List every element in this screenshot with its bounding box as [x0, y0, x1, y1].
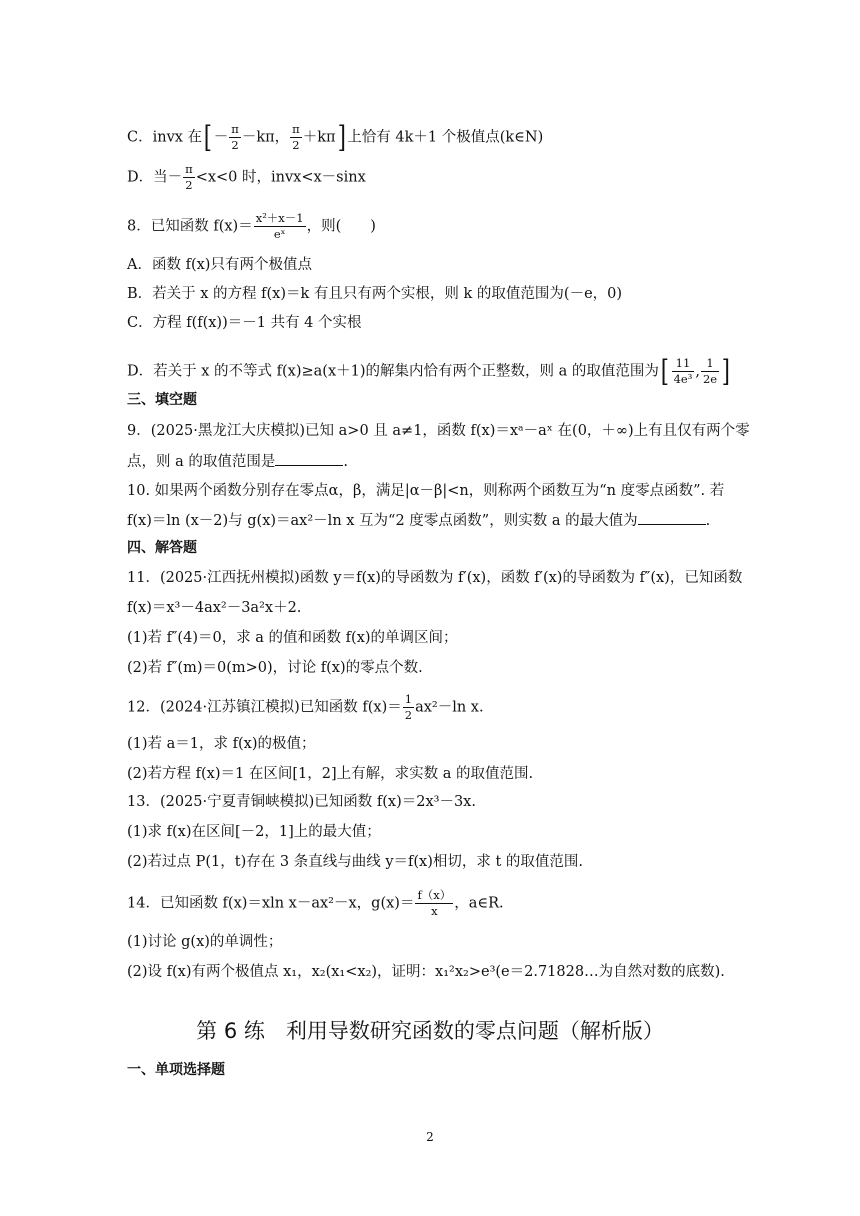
question-13-part-1: (1)求 f(x)在区间[－2，1]上的最大值； [127, 824, 381, 840]
fraction: $\frac{1}{2e}$ [702, 356, 718, 386]
question-13-stem: 13．(2025·宁夏青铜峡模拟)已知函数 f(x)＝2x³－3x. [127, 794, 476, 810]
question-14-stem: 14．已知函数 f(x)＝xln x－ax²－x，g(x)＝ $\frac{f(x)}{x}$ ，a∈R. [127, 888, 504, 918]
question-8-option-b: B．若关于 x 的方程 f(x)＝k 有且只有两个实根，则 k 的取值范围为(－e，0) [127, 286, 623, 302]
page-title: 第 6 练 利用导数研究函数的零点问题（解析版） [196, 1019, 664, 1043]
page-number: 2 [426, 1130, 434, 1144]
question-11-line-2: f(x)＝x³－4ax²－3a²x＋2. [127, 600, 302, 616]
question-8-option-a: A．函数 f(x)只有两个极值点 [127, 257, 312, 273]
question-8-option-d: D．若关于 x 的不等式 f(x)≥a(x＋1)的解集内恰有两个正整数，则 a 的取值范围为[ $\frac{11}{\text{4e³}}$ , $\frac{1}{2e}$ ] [127, 353, 731, 389]
answer-blank [638, 510, 706, 525]
option-c-text: C．invx 在 [127, 129, 203, 146]
section-heading-fill-in: 三、填空题 [127, 392, 197, 408]
right-bracket: ] [337, 119, 346, 155]
fraction: $\frac{\pi}{2}$ [292, 122, 300, 152]
question-8-stem: 8．已知函数 f(x)＝ $\frac{\text{x²＋x－1}}{\text{eˣ}}$ ，则( ) [127, 211, 376, 241]
answer-blank [275, 451, 343, 466]
fraction: $\frac{\text{x²＋x－1}}{\text{eˣ}}$ [255, 211, 304, 241]
question-14-part-1: (1)讨论 g(x)的单调性； [127, 934, 283, 950]
left-bracket: [ [660, 353, 669, 389]
question-8-option-c: C．方程 f(f(x))＝－1 共有 4 个实根 [127, 315, 362, 331]
question-9-line-2: 点，则 a 的取值范围是 . [127, 451, 348, 472]
fraction: $\frac{11}{\text{4e³}}$ [673, 356, 693, 386]
fraction: $\frac{f(x)}{x}$ [417, 888, 452, 918]
section-heading-solution: 四、解答题 [127, 540, 197, 556]
question-11-part-1: (1)若 f″(4)＝0，求 a 的值和函数 f(x)的单调区间； [127, 630, 458, 646]
right-bracket: ] [721, 353, 731, 389]
option-d: D．当－ $\frac{\pi}{2}$ <x<0 时，invx<x－sinx [127, 162, 366, 192]
question-11-part-2: (2)若 f″(m)＝0(m>0)，讨论 f(x)的零点个数. [127, 660, 423, 676]
fraction: $\frac{1}{2}$ [404, 692, 413, 722]
fraction: $\frac{\pi}{2}$ [185, 162, 193, 192]
question-10-line-2: f(x)＝ln (x－2)与 g(x)＝ax²－ln x 互为“2 度零点函数”，则实数 a 的最大值为 . [127, 510, 710, 531]
question-12-stem: 12．(2024·江苏镇江模拟)已知函数 f(x)＝ $\frac{1}{2}$ ax²－ln x. [127, 692, 484, 722]
question-12-part-1: (1)若 a＝1，求 f(x)的极值； [127, 736, 316, 752]
question-12-part-2: (2)若方程 f(x)＝1 在区间[1，2]上有解，求实数 a 的取值范围. [127, 766, 534, 782]
question-10-line-1: 10. 如果两个函数分别存在零点α，β，满足|α－β|<n，则称两个函数互为“n 度零点函数”. 若 [127, 483, 725, 499]
fraction: $\frac{\pi}{2}$ [231, 122, 239, 152]
question-11-line-1: 11．(2025·江西抚州模拟)函数 y＝f(x)的导函数为 f′(x)，函数 f′(x)的导函数为 f″(x)，已知函数 [127, 570, 743, 586]
question-9-line-1: 9．(2025·黑龙江大庆模拟)已知 a>0 且 a≠1，函数 f(x)＝xᵃ－aˣ 在(0，＋∞)上有且仅有两个零 [127, 423, 750, 439]
question-13-part-2: (2)若过点 P(1，t)存在 3 条直线与曲线 y＝f(x)相切，求 t 的取值范围. [127, 854, 584, 870]
section-heading-single-choice: 一、单项选择题 [127, 1062, 225, 1078]
option-c: C．invx 在[ － $\frac{\pi}{2}$ －kπ， $\frac{\pi}{2}$ ＋kπ] 上恰有 4k＋1 个极值点(k∈N) [127, 119, 544, 155]
question-14-part-2: (2)设 f(x)有两个极值点 x₁，x₂(x₁<x₂)，证明：x₁²x₂>e³(e＝2.71828…为自然对数的底数). [127, 964, 725, 980]
left-bracket: [ [203, 119, 213, 155]
